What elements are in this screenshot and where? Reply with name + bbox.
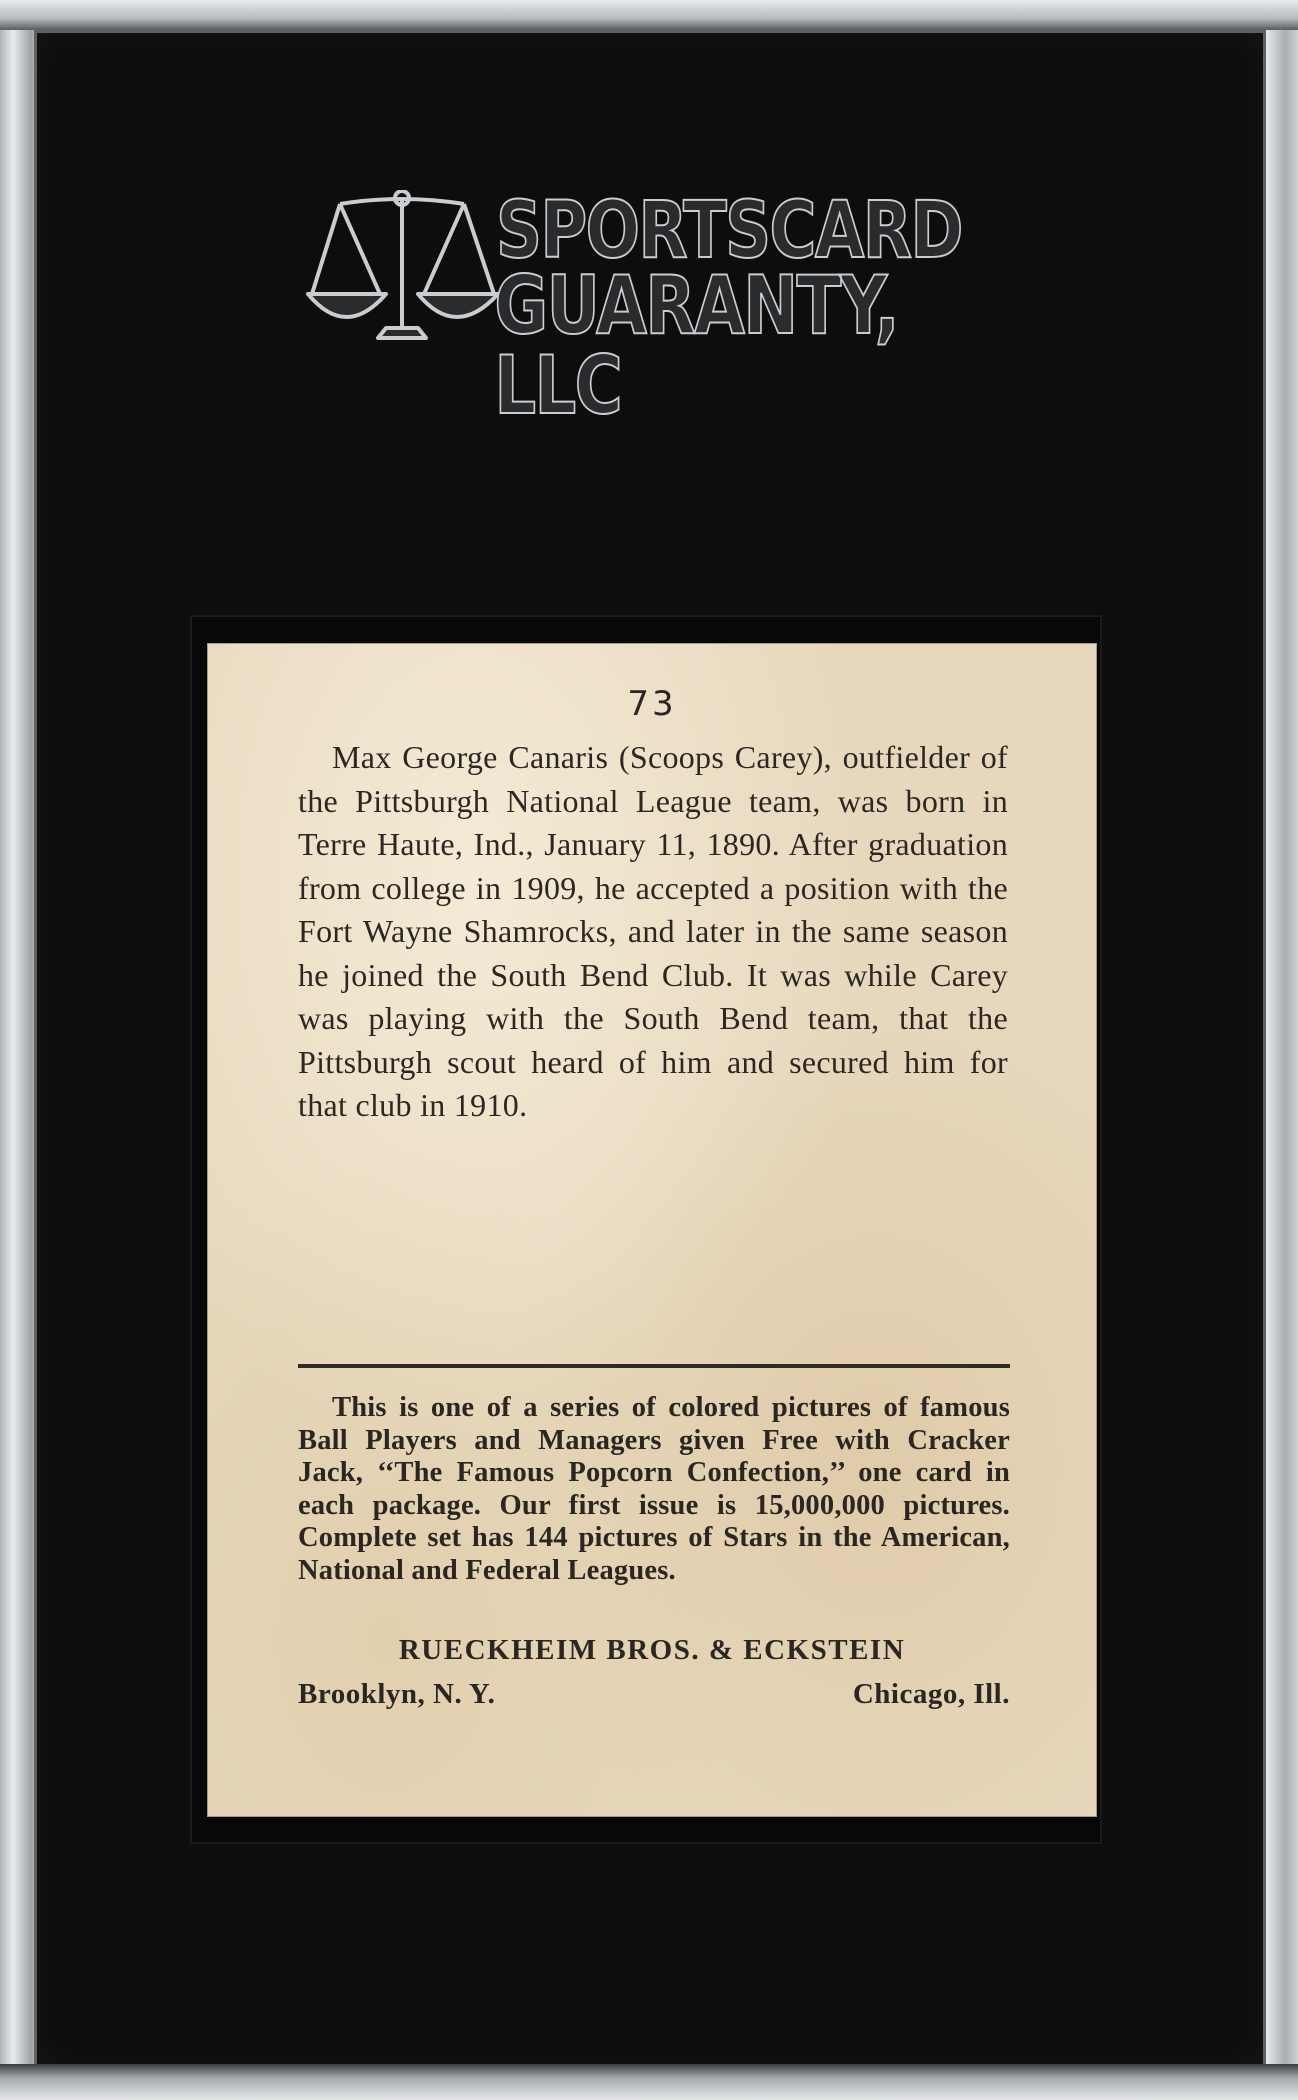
slab-top-edge — [0, 0, 1298, 30]
section-divider — [298, 1364, 1010, 1368]
player-biography: Max George Canaris (Scoops Carey), outfielder of the Pittsburgh National League team, was born in Terre Haute, Ind., January 11, 1890. After graduation from college in 1909, he accepted a position with the Fort Wayne Shamrocks, and later in the same season he joined the South Bend Club. It was while Carey was playing with the South Bend team, that the Pittsburgh scout heard of him and secured him for that club in 1910. — [298, 739, 1008, 1123]
card-number: 73 — [627, 684, 677, 724]
logo-line-1: SPORTSCARD — [496, 186, 962, 276]
logo-line-2: GUARANTY, LLC — [494, 259, 898, 432]
city-chicago: Chicago, Ill. — [852, 1678, 1010, 1710]
logo-wordmark — [494, 186, 962, 432]
city-brooklyn: Brooklyn, N. Y. — [298, 1678, 496, 1710]
slab-bottom-edge — [0, 2064, 1298, 2100]
promotional-text: This is one of a series of colored pictures of famous Ball Players and Managers given Free with Cracker Jack, ‘‘The Famous Popcorn Confection,’’ one card in each package. Our first issue is 15,000,000 pictures. Complete set has 144 pictures of Stars in the American, National and Federal Leagues. — [298, 1392, 1010, 1586]
baseball-card-back — [208, 644, 1096, 1816]
sgc-logo — [300, 186, 1000, 432]
scales-of-justice-icon — [300, 190, 500, 350]
company-name: RUECKHEIM BROS. & ECKSTEIN — [398, 1634, 906, 1666]
